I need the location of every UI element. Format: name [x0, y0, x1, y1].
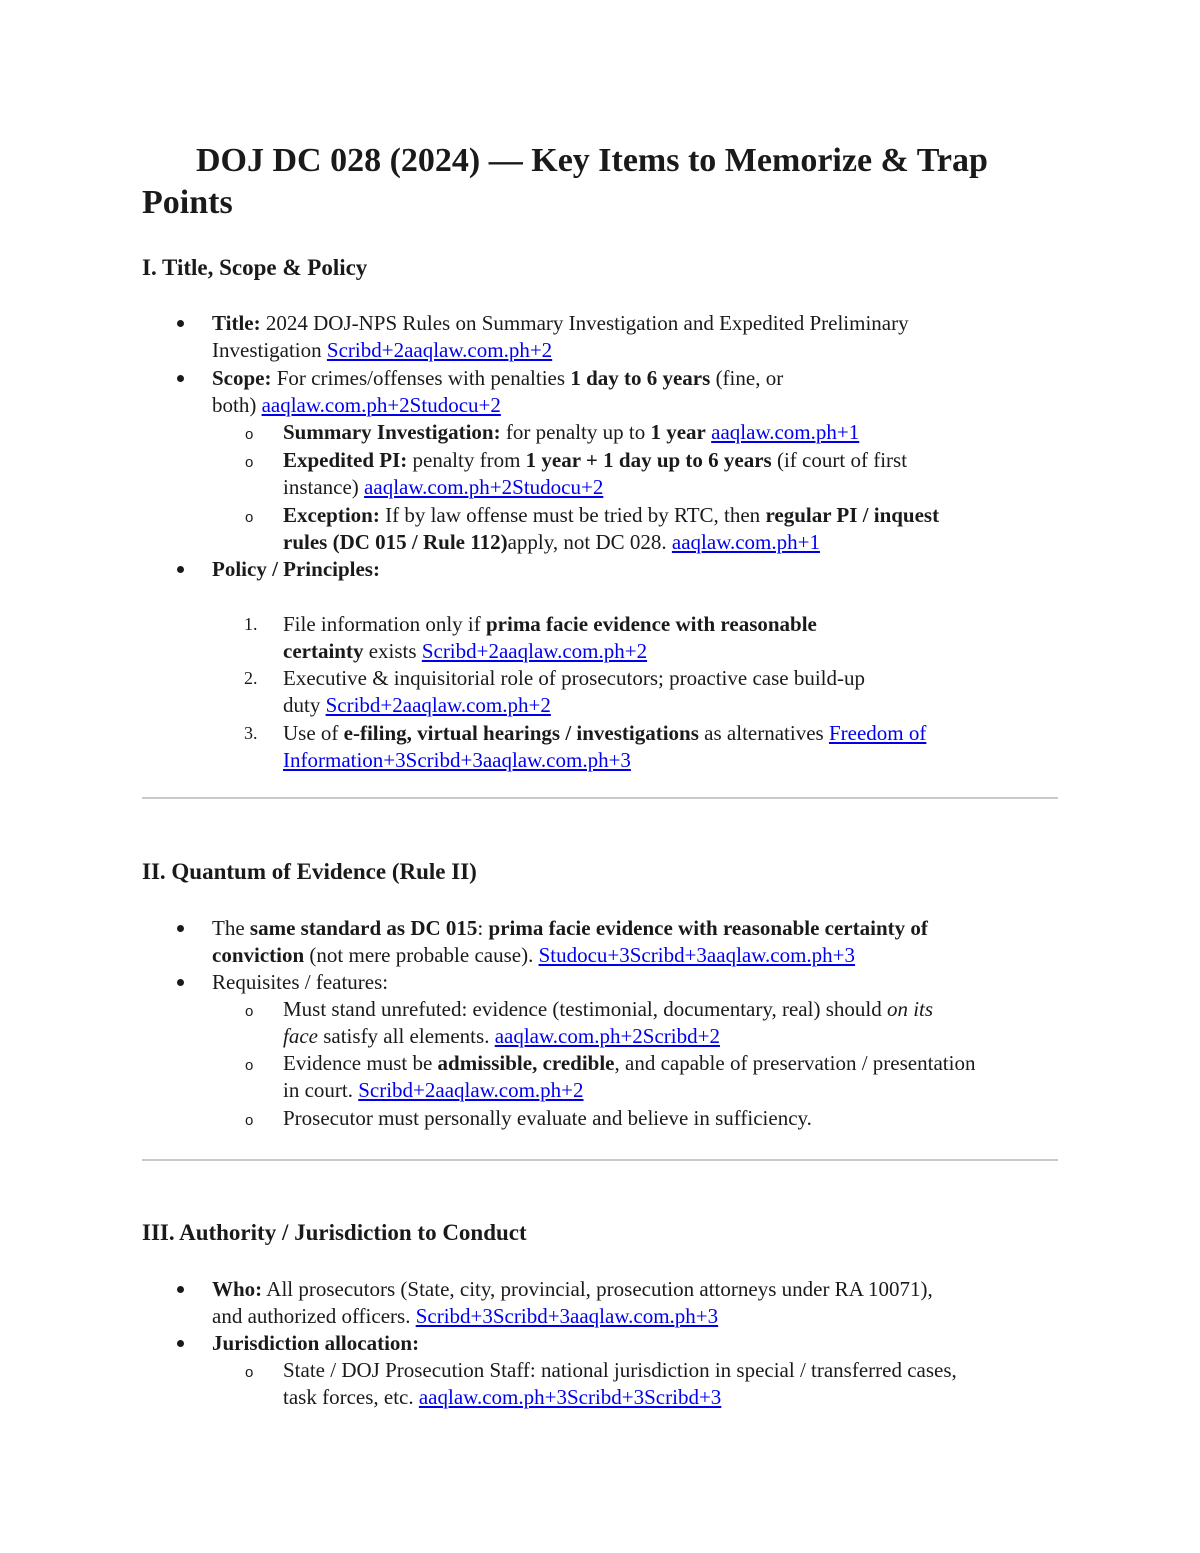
item-text: apply, not DC 028. [507, 530, 672, 554]
source-link[interactable]: aaqlaw.com.ph+3Scribd+3Scribd+3 [418, 1385, 722, 1409]
item-bold-text: 1 day to 6 years [570, 366, 711, 390]
list-item [212, 365, 783, 392]
section-heading-1: I. Title, Scope & Policy [142, 255, 368, 280]
item-label: Who: [212, 1277, 263, 1301]
item-text: 2024 DOJ-NPS Rules on Summary Investigation and Expedited Preliminary [260, 311, 909, 335]
item-text: in court. [283, 1078, 359, 1102]
list-item: Jurisdiction allocation: [212, 1331, 420, 1355]
item-text: and authorized officers. [212, 1304, 416, 1328]
list-item-continuation [212, 392, 501, 419]
sub-list-item [283, 1050, 975, 1077]
sub-list-item [283, 996, 933, 1023]
numbered-list-item [283, 665, 865, 692]
sub-list-item-continuation [283, 1077, 584, 1104]
item-bold-text: certainty [283, 639, 364, 663]
section-heading-2: II. Quantum of Evidence (Rule II) [142, 859, 477, 884]
item-text: instance) [283, 475, 365, 499]
list-item: Requisites / features: [212, 970, 389, 994]
source-link[interactable]: Studocu+3Scribd+3aaqlaw.com.ph+3 [538, 943, 856, 967]
list-number: 2. [244, 668, 258, 688]
item-bold-text: regular PI / inquest [765, 503, 940, 527]
item-italic-text: face [283, 1024, 318, 1048]
circle-bullet-icon: o [245, 426, 254, 443]
section-divider [142, 1159, 1058, 1161]
source-link[interactable]: aaqlaw.com.ph+2Studocu+2 [364, 475, 604, 499]
bullet-icon [177, 979, 184, 986]
item-text: exists [363, 639, 422, 663]
item-bold-text: prima facie evidence with reasonable certainty of [488, 916, 928, 940]
numbered-list-item-continuation [283, 692, 551, 719]
list-item-continuation [212, 942, 855, 969]
item-text: Evidence must be [283, 1051, 438, 1075]
list-item [212, 310, 909, 337]
document-title: DOJ DC 028 (2024) — Key Items to Memorize & Trap Points [142, 142, 988, 221]
list-item [212, 1276, 933, 1303]
item-label: Summary Investigation: [283, 420, 501, 444]
item-text: File information only if [283, 612, 486, 636]
source-link[interactable]: aaqlaw.com.ph+1 [711, 420, 860, 444]
sub-list-item [283, 1105, 812, 1132]
list-item [212, 915, 928, 942]
item-text: penalty from [407, 448, 526, 472]
item-label: Scope: [212, 366, 272, 390]
section-divider [142, 797, 1058, 799]
item-text: , and capable of preservation / presentation [614, 1051, 976, 1075]
circle-bullet-icon: o [245, 1057, 254, 1074]
item-label: Exception: [283, 503, 380, 527]
source-link[interactable]: Scribd+2aaqlaw.com.ph+2 [421, 639, 648, 663]
bullet-icon [177, 1340, 184, 1347]
sub-list-item [283, 1357, 957, 1384]
item-text: satisfy all elements. [317, 1024, 495, 1048]
list-item-continuation [212, 337, 552, 364]
circle-bullet-icon: o [245, 1003, 254, 1020]
sub-list-item-continuation [283, 529, 820, 556]
item-bold-text: prima facie evidence with reasonable [485, 612, 817, 636]
item-text: Use of [283, 721, 344, 745]
numbered-list-item [283, 720, 926, 747]
circle-bullet-icon: o [245, 509, 254, 526]
item-text: If by law offense must be tried by RTC, then [379, 503, 766, 527]
numbered-list-item [283, 611, 817, 638]
source-link[interactable]: aaqlaw.com.ph+2Scribd+2 [494, 1024, 720, 1048]
item-italic-text: on its [886, 997, 934, 1021]
item-bold-text: same standard as DC 015 [249, 916, 478, 940]
item-text: (fine, or [710, 366, 784, 390]
item-text: State / DOJ Prosecution Staff: national jurisdiction in special / transferred cases, [283, 1358, 957, 1382]
source-link[interactable]: Freedom of [828, 721, 927, 745]
item-text: Investigation [212, 338, 327, 362]
numbered-list-item-continuation [283, 747, 631, 774]
list-item-continuation [212, 1303, 718, 1330]
item-text: (if court of first [771, 448, 908, 472]
item-text: All prosecutors (State, city, provincial, prosecution attorneys under RA 10071), [262, 1277, 933, 1301]
list-number: 3. [244, 723, 258, 743]
item-text: Prosecutor must personally evaluate and believe in sufficiency. [283, 1106, 812, 1130]
circle-bullet-icon: o [245, 1112, 254, 1129]
source-link[interactable]: aaqlaw.com.ph+2Studocu+2 [261, 393, 501, 417]
numbered-list-item-continuation [283, 638, 647, 665]
sub-list-item-continuation [283, 1384, 721, 1411]
sub-list-item [283, 447, 907, 474]
item-text: For crimes/offenses with penalties [271, 366, 571, 390]
item-label: Expedited PI: [283, 448, 408, 472]
item-bold-text: 1 year + 1 day up to 6 years [525, 448, 772, 472]
item-bold-text: admissible, credible [437, 1051, 615, 1075]
bullet-icon [177, 1286, 184, 1293]
item-text: for penalty up to [500, 420, 651, 444]
item-label: Title: [212, 311, 261, 335]
sub-list-item-continuation [283, 474, 603, 501]
circle-bullet-icon: o [245, 454, 254, 471]
bullet-icon [177, 566, 184, 573]
item-text: duty [283, 693, 326, 717]
source-link[interactable]: Scribd+3Scribd+3aaqlaw.com.ph+3 [415, 1304, 719, 1328]
source-link[interactable]: aaqlaw.com.ph+1 [671, 530, 820, 554]
item-bold-text: conviction [212, 943, 305, 967]
source-link[interactable]: Information+3Scribd+3aaqlaw.com.ph+3 [283, 748, 631, 772]
sub-list-item [283, 419, 859, 446]
sub-list-item [283, 502, 939, 529]
item-bold-text: rules (DC 015 / Rule 112) [283, 530, 508, 554]
item-text: The [212, 916, 250, 940]
source-link[interactable]: Scribd+2aaqlaw.com.ph+2 [325, 693, 551, 717]
bullet-icon [177, 375, 184, 382]
item-bold-text: 1 year [650, 420, 706, 444]
item-text: Executive & inquisitorial role of prosecutors; proactive case build-up [283, 666, 865, 690]
item-text: : [477, 916, 489, 940]
item-text: (not mere probable cause). [304, 943, 539, 967]
item-text: both) [212, 393, 262, 417]
item-text: as alternatives [698, 721, 829, 745]
bullet-icon [177, 320, 184, 327]
source-link[interactable]: Scribd+2aaqlaw.com.ph+2 [358, 1078, 584, 1102]
item-bold-text: e-filing, virtual hearings / investigations [343, 721, 699, 745]
item-text: Must stand unrefuted: evidence (testimonial, documentary, real) should [283, 997, 887, 1021]
source-link[interactable]: Scribd+2aaqlaw.com.ph+2 [326, 338, 553, 362]
circle-bullet-icon: o [245, 1364, 254, 1381]
sub-list-item-continuation [283, 1023, 720, 1050]
list-item: Policy / Principles: [212, 557, 380, 581]
list-number: 1. [244, 614, 258, 634]
bullet-icon [177, 925, 184, 932]
section-heading-3: III. Authority / Jurisdiction to Conduct [142, 1220, 527, 1245]
item-text: task forces, etc. [283, 1385, 419, 1409]
